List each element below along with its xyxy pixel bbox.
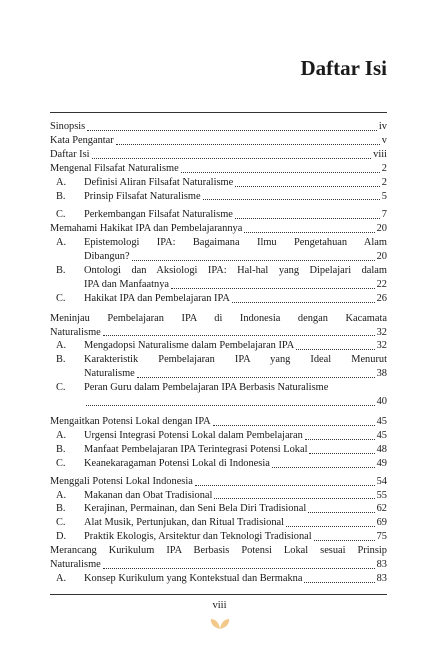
entry-text: Definisi Aliran Filsafat Naturalisme (84, 176, 234, 188)
chapter-title: Menggali Potensi Lokal Indonesia (50, 475, 193, 487)
toc-subentry[interactable] (50, 176, 387, 190)
dot-leader (171, 288, 375, 289)
chapter-title: Merancang Kurikulum IPA Berbasis Potensi Lokal sesuai Prinsip (50, 545, 387, 557)
subentry-letter: D. (56, 531, 67, 543)
toc-entry[interactable] (50, 148, 387, 162)
toc-subentry[interactable] (50, 502, 387, 516)
dot-leader (103, 568, 375, 569)
page-number: 45 (376, 416, 387, 428)
dot-leader (304, 582, 374, 583)
page-number: 32 (376, 326, 387, 338)
dot-leader (272, 467, 375, 468)
subentry-letter: C. (56, 382, 66, 394)
toc-chapter[interactable] (50, 415, 387, 429)
dot-leader (232, 302, 375, 303)
subentry-letter: C. (56, 292, 66, 304)
page-number: 54 (376, 475, 387, 487)
toc-subentry[interactable] (50, 457, 387, 471)
subentry-letter: B. (56, 190, 66, 202)
toc-subentry[interactable] (50, 190, 387, 204)
dot-leader (132, 260, 375, 261)
chapter-title: Mengaitkan Potensi Lokal dengan IPA (50, 416, 211, 428)
dot-leader (214, 498, 374, 499)
subentry-letter: A. (56, 429, 67, 441)
dot-leader (235, 186, 380, 187)
toc-subentry[interactable] (50, 530, 387, 544)
page-number: 5 (381, 190, 387, 202)
dot-leader (308, 512, 374, 513)
page-number: viii (373, 148, 387, 160)
dot-leader (87, 130, 377, 131)
dot-leader (235, 218, 380, 219)
toc-subentry[interactable] (50, 381, 387, 409)
bottom-rule (50, 594, 387, 595)
dot-leader (103, 335, 375, 336)
subentry-letter: B. (56, 503, 66, 515)
entry-text: Praktik Ekologis, Arsitektur dan Teknologi Tradisional (84, 531, 312, 543)
entry-text-continued: IPA dan Manfaatnya (84, 278, 170, 290)
entry-text: Prinsip Filsafat Naturalisme (84, 190, 201, 202)
footer-page-number: viii (212, 600, 227, 611)
entry-text-continued: Naturalisme (84, 368, 135, 380)
toc-subentry[interactable] (50, 516, 387, 530)
toc-subentry[interactable] (50, 292, 387, 306)
page-number: 49 (376, 457, 387, 469)
top-rule (50, 112, 387, 113)
table-of-contents (50, 120, 387, 586)
dot-leader (203, 199, 380, 200)
page-number: 40 (376, 396, 387, 408)
toc-chapter[interactable] (50, 544, 387, 572)
entry-text: Manfaat Pembelajaran IPA Terintegrasi Potensi Lokal (84, 443, 308, 455)
subentry-letter: C. (56, 517, 66, 529)
dot-leader (86, 405, 375, 406)
leaf-ornament-icon (208, 616, 232, 630)
toc-chapter[interactable] (50, 312, 387, 340)
subentry-letter: A. (56, 489, 67, 501)
dot-leader (92, 158, 372, 159)
entry-text: Perkembangan Filsafat Naturalisme (84, 209, 233, 221)
toc-subentry[interactable] (50, 236, 387, 264)
entry-text-continued: Dibangun? (84, 251, 130, 263)
page-number: 7 (381, 209, 387, 221)
dot-leader (305, 439, 375, 440)
toc-subentry[interactable] (50, 429, 387, 443)
toc-subentry[interactable] (50, 339, 387, 353)
page-number: 83 (376, 572, 387, 584)
entry-text: Karakteristik Pembelajaran IPA yang Ideal Menurut (84, 354, 387, 366)
chapter-title: Meninjau Pembelajaran IPA di Indonesia dengan Kacamata (50, 312, 387, 324)
entry-text: Kerajinan, Permainan, dan Seni Bela Diri Tradisional (84, 503, 307, 515)
dot-leader (296, 349, 374, 350)
entry-text: Keanekaragaman Potensi Lokal di Indonesia (84, 457, 270, 469)
chapter-title: Mengenal Filsafat Naturalisme (50, 162, 179, 174)
page-number: 32 (376, 340, 387, 352)
dot-leader (244, 232, 374, 233)
subentry-letter: B. (56, 443, 66, 455)
toc-subentry[interactable] (50, 208, 387, 222)
subentry-letter: C. (56, 209, 66, 221)
entry-text: Peran Guru dalam Pembelajaran IPA Berbasis Naturalisme (84, 382, 329, 394)
toc-subentry[interactable] (50, 264, 387, 292)
subentry-letter: B. (56, 354, 66, 366)
entry-text: Makanan dan Obat Tradisional (84, 489, 213, 501)
toc-subentry[interactable] (50, 572, 387, 586)
toc-subentry[interactable] (50, 443, 387, 457)
chapter-title-continued: Naturalisme (50, 326, 101, 338)
page-number: 69 (376, 517, 387, 529)
entry-text: Daftar Isi (50, 148, 90, 160)
dot-leader (137, 377, 375, 378)
page-number: 75 (376, 531, 387, 543)
page-number: 83 (376, 559, 387, 571)
entry-text: Epistemologi IPA: Bagaimana Ilmu Pengetahuan Alam (84, 237, 387, 249)
page-number: 62 (376, 503, 387, 515)
dot-leader (213, 425, 375, 426)
page-number: 48 (376, 443, 387, 455)
entry-text: Konsep Kurikulum yang Kontekstual dan Bermakna (84, 572, 303, 584)
dot-leader (195, 485, 375, 486)
subentry-letter: A. (56, 572, 67, 584)
subentry-letter: A. (56, 340, 67, 352)
dot-leader (314, 540, 375, 541)
page-number: 20 (376, 223, 387, 235)
entry-text: Urgensi Integrasi Potensi Lokal dalam Pembelajaran (84, 429, 303, 441)
chapter-title-continued: Naturalisme (50, 559, 101, 571)
toc-chapter[interactable] (50, 222, 387, 236)
page-number: 2 (381, 162, 387, 174)
entry-text: Sinopsis (50, 121, 86, 132)
page-number: 22 (376, 278, 387, 290)
subentry-letter: A. (56, 176, 67, 188)
page-number: 55 (376, 489, 387, 501)
page-title: Daftar Isi (300, 56, 387, 80)
subentry-letter: B. (56, 264, 66, 276)
entry-text: Ontologi dan Aksiologi IPA: Hal-hal yang Dipelajari dalam (84, 264, 387, 276)
dot-leader (181, 172, 380, 173)
toc-entry[interactable] (50, 120, 387, 134)
page-number: iv (378, 121, 387, 132)
toc-chapter[interactable] (50, 162, 387, 176)
entry-text: Mengadopsi Naturalisme dalam Pembelajaran IPA (84, 340, 295, 352)
page-number: 26 (376, 292, 387, 304)
dot-leader (116, 144, 380, 145)
page-number: v (381, 134, 387, 146)
toc-chapter[interactable] (50, 475, 387, 489)
entry-text: Hakikat IPA dan Pembelajaran IPA (84, 292, 230, 304)
page-number: 45 (376, 429, 387, 441)
subentry-letter: C. (56, 457, 66, 469)
entry-text: Alat Musik, Pertunjukan, dan Ritual Tradisional (84, 517, 285, 529)
page-number: 38 (376, 368, 387, 380)
dot-leader (309, 453, 374, 454)
subentry-letter: A. (56, 237, 67, 249)
toc-subentry[interactable] (50, 489, 387, 503)
dot-leader (286, 526, 375, 527)
chapter-title: Memahami Hakikat IPA dan Pembelajarannya (50, 223, 243, 235)
page-number: 2 (381, 176, 387, 188)
page-number: 20 (376, 251, 387, 263)
toc-subentry[interactable] (50, 353, 387, 381)
entry-text: Kata Pengantar (50, 134, 114, 146)
toc-entry[interactable] (50, 134, 387, 148)
